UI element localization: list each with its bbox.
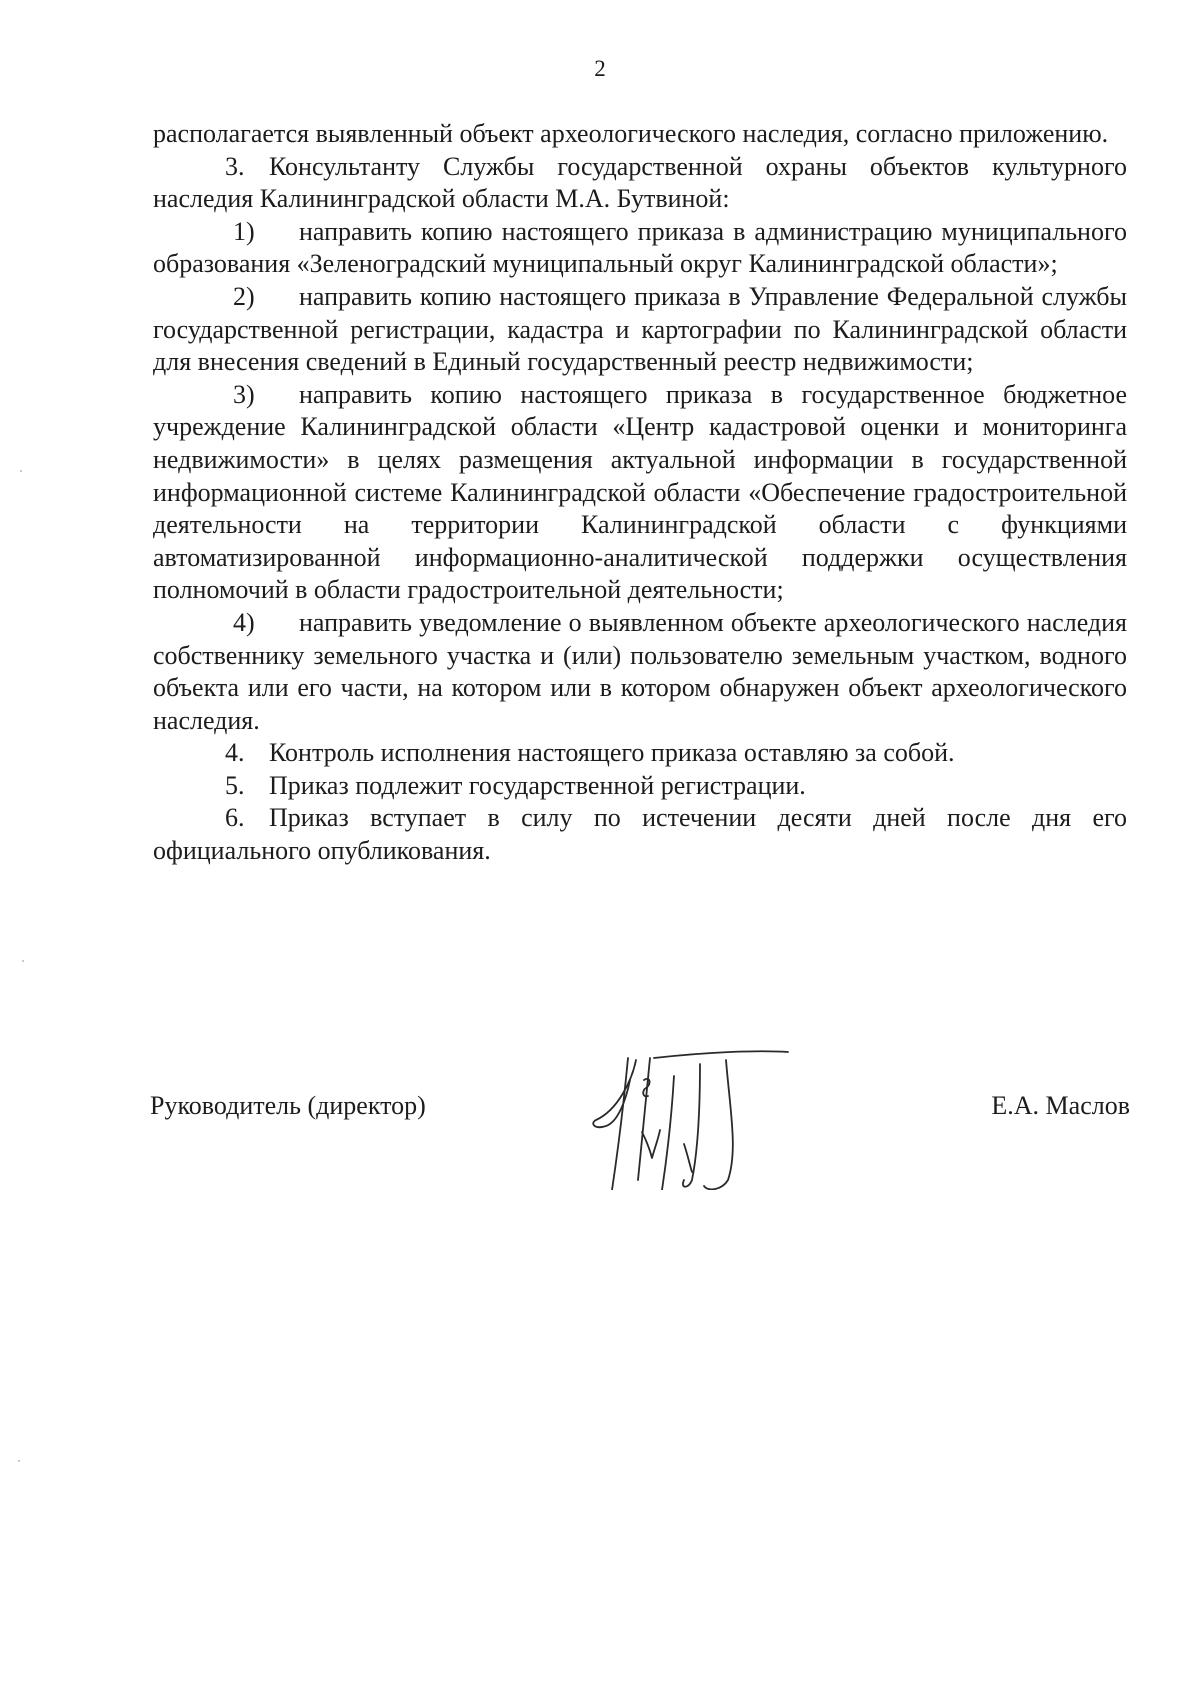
item-number: 4.	[225, 738, 245, 768]
document-body	[153, 118, 1127, 868]
subitem-number: 3)	[233, 379, 255, 409]
paragraph-continuation	[153, 118, 1127, 151]
page-number: 2	[594, 56, 606, 81]
paragraph-item-6	[153, 802, 1127, 867]
signatory-name: Е.А. Маслов	[991, 1091, 1130, 1120]
paragraph-item-5	[153, 770, 1127, 803]
signatory-role: Руководитель (директор)	[150, 1091, 426, 1120]
item-number: 3.	[225, 151, 245, 181]
subitem-number: 4)	[233, 607, 255, 637]
paragraph-item-4	[153, 737, 1127, 770]
paragraph-text: располагается выявленный объект археологического наследия, согласно приложению.	[153, 119, 1109, 148]
paragraph-text: Приказ вступает в силу по истечении десяти дней после дня его официального опубликования.	[153, 803, 1127, 866]
paragraph-item-3	[153, 151, 1127, 216]
paragraph-text: Контроль исполнения настоящего приказа оставляю за собой.	[269, 738, 955, 768]
item-number: 6.	[225, 803, 245, 833]
subitem-2	[153, 281, 1127, 379]
item-number: 5.	[225, 770, 245, 800]
scan-speck	[20, 470, 22, 472]
subitem-number: 2)	[233, 281, 255, 311]
subitem-3	[153, 379, 1127, 607]
subitem-number: 1)	[233, 216, 255, 246]
paragraph-text: направить копию настоящего приказа в государственное бюджетное учреждение Калининградской области «Центр кадастровой оценки и мониторинга недвижимости» в целях размещения актуальной информации в государственной информационной системе Калининградской области «Обеспечение градостроительной деятельности на территории Калининградской области с функциями автоматизированной информационно-аналитической поддержки осуществления полномочий в области градостроительной деятельности;	[153, 379, 1127, 605]
subitem-1	[153, 216, 1127, 281]
scan-speck	[22, 960, 24, 962]
paragraph-text: направить уведомление о выявленном объекте археологического наследия собственнику земельного участка и (или) пользователю земельным участком, водного объекта или его части, на котором или в котором обнаружен объект археологического наследия.	[153, 607, 1127, 735]
paragraph-text: Приказ подлежит государственной регистрации.	[269, 770, 806, 800]
paragraph-text: Консультанту Службы государственной охраны объектов культурного наследия Калининградской области М.А. Бутвиной:	[153, 151, 1127, 214]
scan-speck	[18, 1460, 20, 1462]
handwritten-signature	[588, 1040, 798, 1190]
subitem-4	[153, 607, 1127, 737]
paragraph-text: направить копию настоящего приказа в Управление Федеральной службы государственной регистрации, кадастра и картографии по Калининградской области для внесения сведений в Единый государственный реестр недвижимости;	[153, 281, 1127, 377]
paragraph-text: направить копию настоящего приказа в администрацию муниципального образования «Зеленоградский муниципальный округ Калининградской области»;	[153, 216, 1127, 279]
